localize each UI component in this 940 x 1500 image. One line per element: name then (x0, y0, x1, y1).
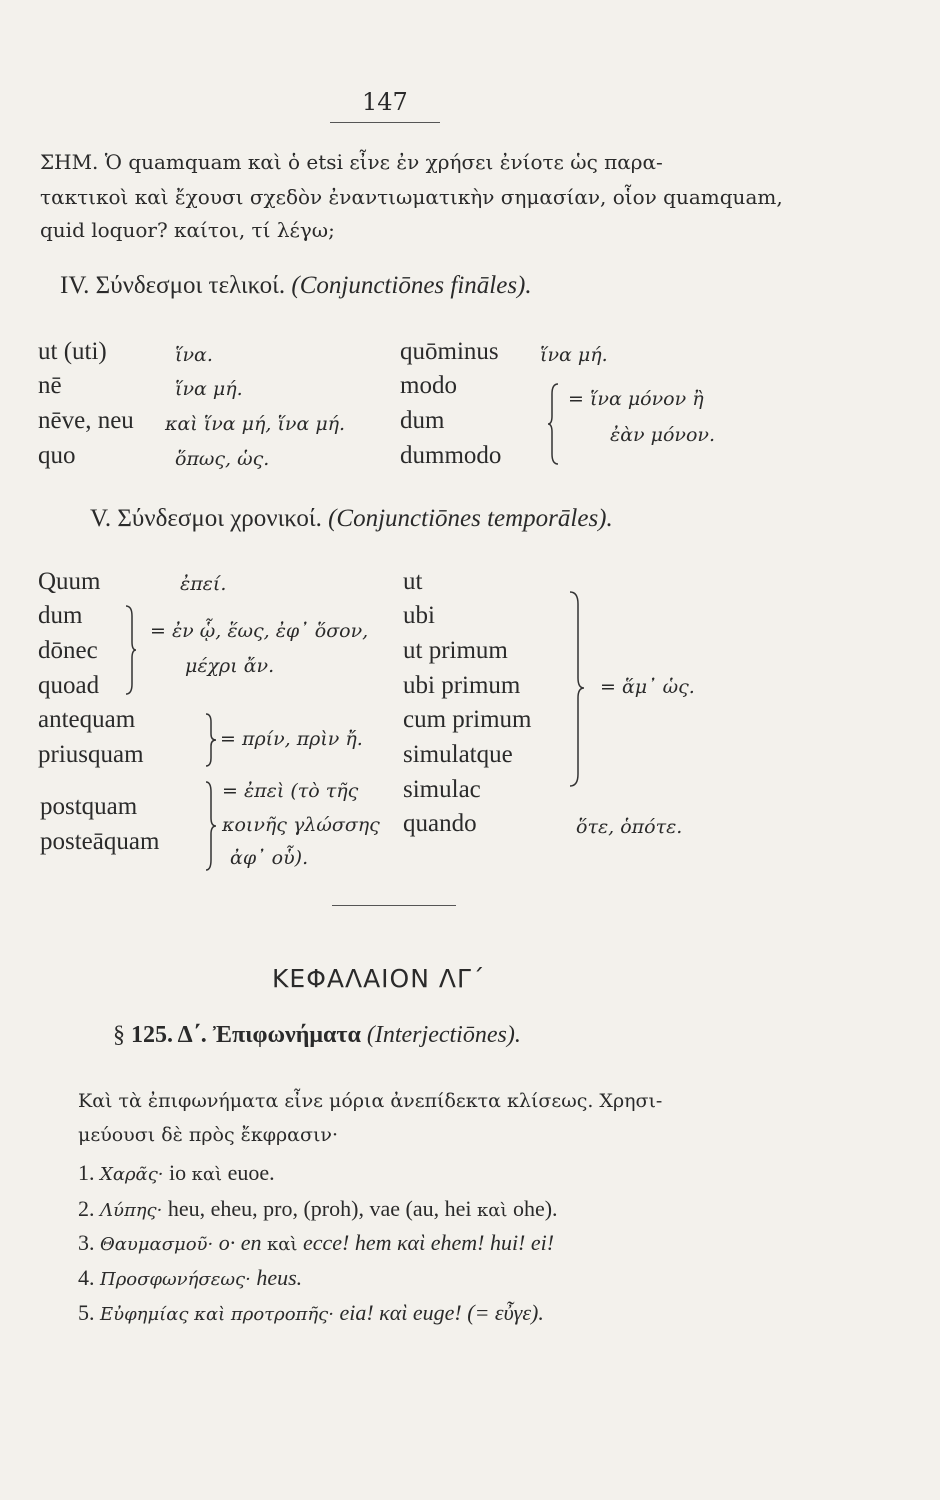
paragraph-125-heading (113, 1022, 521, 1049)
s5-g3-brace (204, 780, 218, 872)
s5-right-3: ubi primum (403, 672, 521, 699)
list-item (78, 1300, 544, 1326)
s4-right-1: modo (400, 372, 457, 399)
s4-right-0: quōminus (400, 338, 499, 365)
s4-modo-gr-2: ἐὰν μόνον. (610, 424, 715, 446)
item-number: 4. (78, 1265, 95, 1290)
item-text: io (169, 1160, 187, 1185)
page-number-rule (330, 122, 440, 123)
s5-g1-0: dum (38, 602, 83, 629)
section-mark: § (113, 1022, 125, 1048)
s5-g1-gr-1: = ἐν ᾧ, ἕως, ἐφ᾽ ὅσον, (150, 620, 369, 642)
list-item (78, 1265, 302, 1291)
section-divider (332, 905, 456, 906)
section-4-heading (60, 272, 532, 300)
item-text: heu, eheu, pro, (proh), vae (au, hei (167, 1196, 472, 1221)
s5-g1-gr-2: μέχρι ἄν. (185, 655, 275, 677)
intro-line-1: Καὶ τὰ ἐπιφωνήματα εἶνε μόρια ἀνεπίδεκτα κλίσεως. Χρησι- (78, 1090, 663, 1112)
item-category: Λύπης· (100, 1200, 163, 1221)
s5-right-2: ut primum (403, 637, 508, 664)
s5-quum-gr: ἐπεί. (180, 573, 227, 595)
s4-modo-gr-1: = ἵνα μόνον ἢ (568, 388, 704, 410)
s5-g3-gr-1: = ἐπεὶ (τὸ τῆς (222, 780, 359, 802)
s4-lat-0: ut (uti) (38, 338, 107, 365)
item-number: 3. (78, 1230, 95, 1255)
s5-g3-gr-2: κοινῆς γλώσσης (222, 814, 380, 836)
s4-lat-1: nē (38, 372, 62, 399)
note-line-1: ΣΗΜ. Ὁ quamquam καὶ ὁ etsi εἶνε ἐν χρήσει ἐνίοτε ὡς παρα- (40, 150, 663, 174)
item-text: heus. (256, 1265, 303, 1290)
item-text-2: euoe. (227, 1160, 275, 1185)
item-category: Χαρᾶς· (100, 1164, 164, 1185)
s4-gr-1: ἵνα μή. (175, 378, 243, 400)
s5-g2-1: priusquam (38, 741, 144, 768)
s5-right-4: cum primum (403, 706, 532, 733)
section-5-latin: (Conjunctiōnes temporāles). (328, 505, 613, 532)
s5-g1-brace (124, 604, 138, 696)
s5-g3-gr-3: ἀφ᾽ οὗ). (230, 847, 309, 869)
list-item (78, 1160, 275, 1186)
s5-right-gr: = ἅμ᾽ ὡς. (600, 676, 695, 698)
section-4-latin: (Conjunctiōnes fināles). (291, 272, 532, 299)
item-conj: καὶ (191, 1164, 223, 1185)
s4-gr-3: ὅπως, ὡς. (175, 448, 270, 470)
s4-gr-0: ἵνα. (175, 344, 213, 366)
s5-g2-0: antequam (38, 706, 136, 733)
item-text-2: ecce! hem καὶ ehem! hui! ei! (302, 1230, 555, 1255)
section-4-title: IV. Σύνδεσμοι τελικοί. (60, 272, 286, 299)
item-text-2: ohe). (512, 1196, 558, 1221)
item-number: 1. (78, 1160, 95, 1185)
s5-g1-1: dōnec (38, 637, 98, 664)
s5-quando-gr: ὅτε, ὁπότε. (576, 816, 683, 838)
chapter-heading: ΚΕΦΑΛΑΙΟΝ ΛΓ΄ (272, 964, 486, 993)
s4-right-3: dummodo (400, 442, 502, 469)
page-number: 147 (362, 88, 408, 116)
item-category: Εὐφημίας καὶ προτροπῆς· (100, 1304, 334, 1325)
item-conj: καὶ (266, 1234, 298, 1255)
paragraph-125-title: 125. Δ΄. Ἐπιφωνήματα (131, 1022, 361, 1048)
list-item (78, 1230, 554, 1256)
s4-right-2: dum (400, 407, 445, 434)
note-line-2: τακτικοὶ καὶ ἔχουσι σχεδὸν ἐναντιωματικὴν σημασίαν, οἷον quamquam, (40, 185, 783, 209)
section-5-heading (90, 505, 613, 533)
s5-g3-1: posteāquam (40, 828, 160, 855)
section-5-title: V. Σύνδεσμοι χρονικοί. (90, 505, 322, 532)
list-item (78, 1196, 558, 1222)
item-text: eia! καὶ euge! (= εὖγε). (339, 1300, 544, 1325)
item-category: Θαυμασμοῦ· (100, 1234, 214, 1255)
intro-line-2: μεύουσι δὲ πρὸς ἔκφρασιν· (78, 1124, 339, 1146)
s5-quando: quando (403, 810, 477, 837)
item-conj: καὶ (476, 1200, 508, 1221)
item-number: 2. (78, 1196, 95, 1221)
s5-g1-2: quoad (38, 672, 100, 699)
s5-g3-0: postquam (40, 793, 138, 820)
note-line-3: quid loquor? καίτοι, τί λέγω; (40, 218, 335, 242)
s5-g2-gr: = πρίν, πρὶν ἤ. (220, 728, 363, 750)
s5-right-0: ut (403, 568, 423, 595)
paragraph-125-latin: (Interjectiōnes). (366, 1022, 521, 1048)
s5-right-5: simulatque (403, 741, 513, 768)
s4-quominus-gr: ἵνα μή. (540, 344, 608, 366)
s5-g2-brace (204, 712, 218, 768)
item-category: Προσφωνήσεως· (100, 1269, 251, 1290)
s5-right-1: ubi (403, 602, 435, 629)
s5-right-6: simulac (403, 776, 481, 803)
s5-quum: Quum (38, 568, 101, 595)
s4-lat-2: nēve, neu (38, 407, 134, 434)
s5-right-brace (568, 590, 586, 790)
s4-brace (548, 382, 562, 466)
s4-lat-3: quo (38, 442, 76, 469)
item-number: 5. (78, 1300, 95, 1325)
item-text: o· en (218, 1230, 262, 1255)
s4-gr-2: καὶ ἵνα μή, ἵνα μή. (165, 413, 346, 435)
